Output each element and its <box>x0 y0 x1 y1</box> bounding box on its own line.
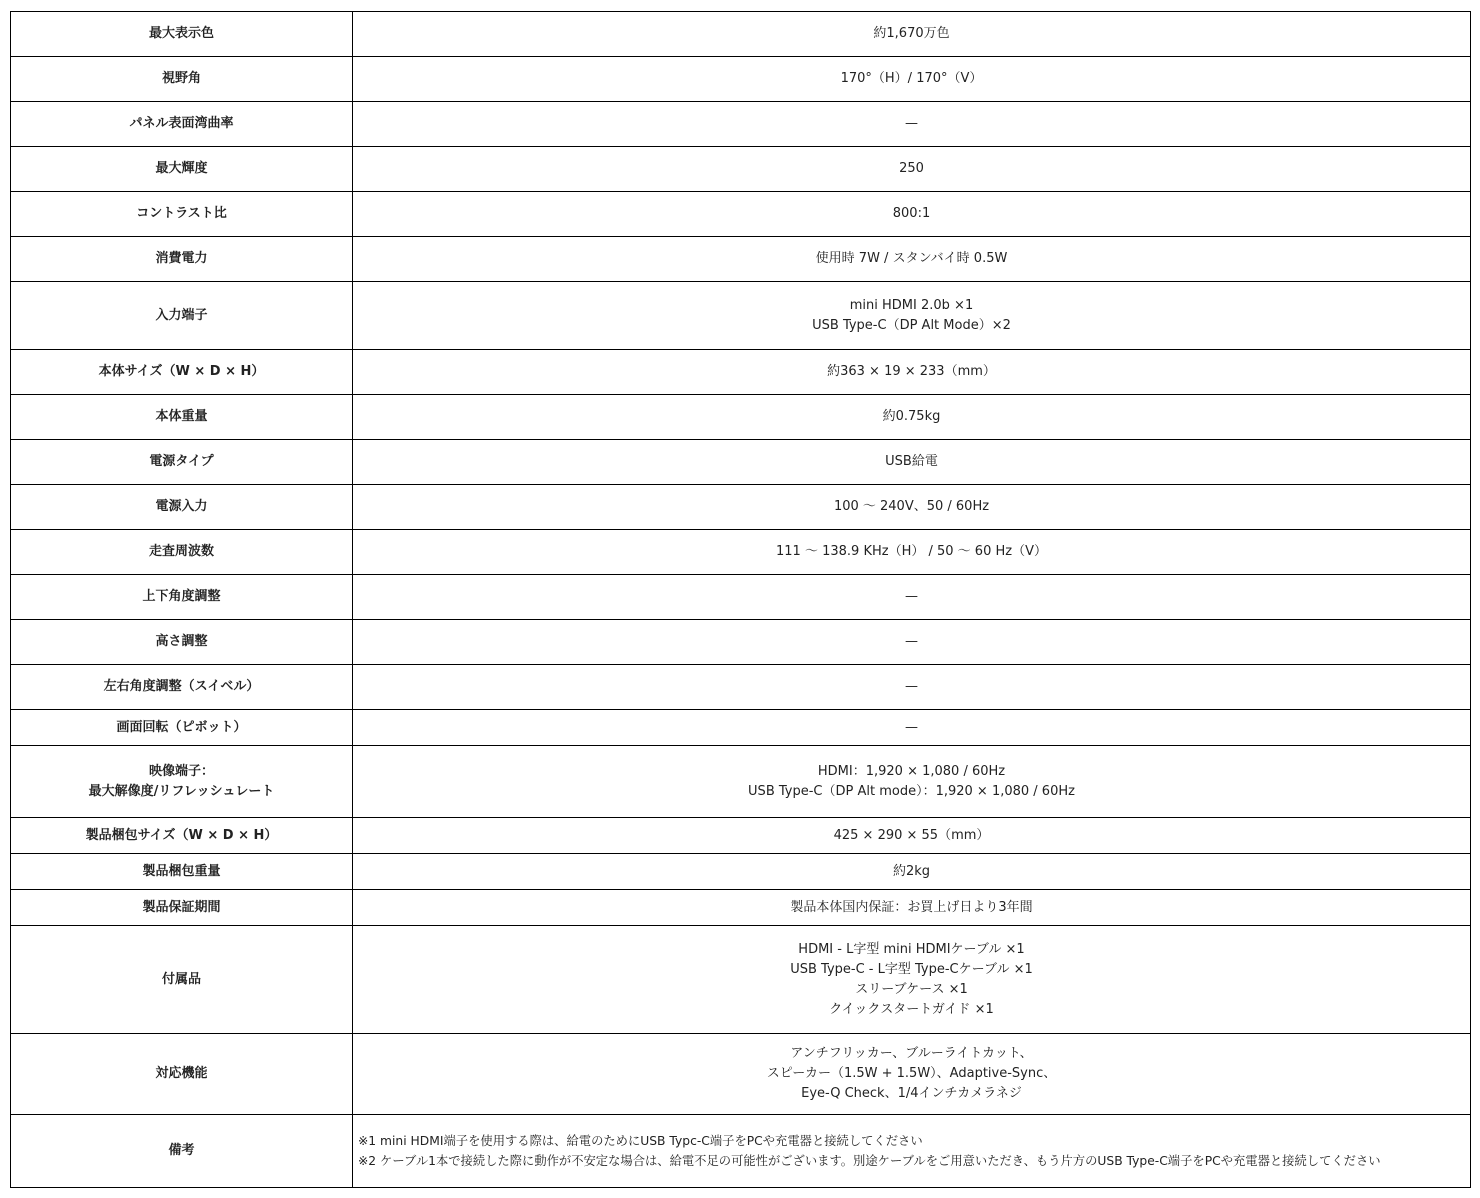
value-line: 使用時 7W / スタンバイ時 0.5W <box>815 251 1008 266</box>
row-label: 製品梱包重量 <box>11 854 353 890</box>
row-label: パネル表面湾曲率 <box>11 102 353 147</box>
row-value <box>353 192 1471 237</box>
table-row <box>11 192 1471 237</box>
row-value <box>353 147 1471 192</box>
value-line: 製品本体国内保証：お買上げ日より3年間 <box>790 899 1033 915</box>
row-value <box>353 440 1471 485</box>
value-line: 100 ～ 240V、50 / 60Hz <box>833 499 990 514</box>
row-value <box>353 818 1471 854</box>
row-value <box>353 620 1471 665</box>
row-value <box>353 237 1471 282</box>
row-label: 入力端子 <box>11 282 353 350</box>
row-value <box>353 854 1471 890</box>
value-line: USB Type-C（DP Alt mode）：1,920 × 1,080 / 60Hz <box>748 783 1075 799</box>
value-line: — <box>905 719 918 735</box>
row-label: 視野角 <box>11 57 353 102</box>
row-value <box>353 102 1471 147</box>
table-row <box>11 926 1471 1034</box>
row-label: 左右角度調整（スイベル） <box>11 665 353 710</box>
table-row <box>11 620 1471 665</box>
row-value <box>353 575 1471 620</box>
table-row <box>11 147 1471 192</box>
row-label: 最大輝度 <box>11 147 353 192</box>
table-row <box>11 890 1471 926</box>
value-line: ※1 mini HDMI端子を使用する際は、給電のためにUSB Typc-C端子をPCや充電器と接続してください <box>358 1134 923 1148</box>
table-row <box>11 710 1471 746</box>
table-row <box>11 1115 1471 1188</box>
row-label: 本体重量 <box>11 395 353 440</box>
row-label: 画面回転（ピボット） <box>11 710 353 746</box>
row-value <box>353 890 1471 926</box>
row-label: 消費電力 <box>11 237 353 282</box>
row-value <box>353 12 1471 57</box>
table-row <box>11 818 1471 854</box>
row-label: 電源入力 <box>11 485 353 530</box>
value-line: アンチフリッカー、ブルーライトカット、 <box>790 1046 1033 1061</box>
value-line: スピーカー（1.5W + 1.5W）、Adaptive-Sync、 <box>766 1066 1057 1081</box>
table-row <box>11 102 1471 147</box>
value-line: 約1,670万色 <box>873 26 950 41</box>
table-row <box>11 575 1471 620</box>
row-value <box>353 485 1471 530</box>
row-value <box>353 1034 1471 1115</box>
value-line: USB給電 <box>885 454 938 469</box>
row-value <box>353 746 1471 818</box>
row-label: 対応機能 <box>11 1034 353 1115</box>
row-label: 本体サイズ（W × D × H） <box>11 350 353 395</box>
row-value <box>353 530 1471 575</box>
row-label: 最大表示色 <box>11 12 353 57</box>
table-row <box>11 440 1471 485</box>
value-line: — <box>905 634 918 649</box>
table-row <box>11 665 1471 710</box>
value-line: 170°（H）/ 170°（V） <box>840 71 983 86</box>
value-line: 約363 × 19 × 233（mm） <box>827 364 996 379</box>
value-line: クイックスタートガイド ×1 <box>829 1001 994 1017</box>
row-label: 高さ調整 <box>11 620 353 665</box>
table-row <box>11 1034 1471 1115</box>
row-label: 上下角度調整 <box>11 575 353 620</box>
value-line: USB Type-C - L字型 Type-Cケーブル ×1 <box>790 961 1033 977</box>
table-row <box>11 237 1471 282</box>
row-label: 映像端子： 最大解像度/リフレッシュレート <box>11 746 353 818</box>
value-line: 250 <box>899 161 924 176</box>
row-label: 備考 <box>11 1115 353 1188</box>
row-value <box>353 710 1471 746</box>
value-line: HDMI：1,920 × 1,080 / 60Hz <box>817 763 1006 779</box>
row-value <box>353 57 1471 102</box>
value-line: 800:1 <box>892 206 931 221</box>
value-line: USB Type-C（DP Alt Mode）×2 <box>812 317 1011 333</box>
row-value <box>353 395 1471 440</box>
row-label: 電源タイプ <box>11 440 353 485</box>
row-label: 製品保証期間 <box>11 890 353 926</box>
value-line: — <box>905 679 918 694</box>
spec-table-body <box>11 12 1471 1188</box>
table-row <box>11 395 1471 440</box>
value-line: — <box>905 116 918 131</box>
value-line: 111 ～ 138.9 KHz（H） / 50 ～ 60 Hz（V） <box>776 544 1047 559</box>
table-row <box>11 282 1471 350</box>
spec-table <box>10 11 1471 1188</box>
table-row <box>11 350 1471 395</box>
row-label: 製品梱包サイズ（W × D × H） <box>11 818 353 854</box>
row-value <box>353 282 1471 350</box>
row-label: 付属品 <box>11 926 353 1034</box>
value-line: スリーブケース ×1 <box>855 981 968 997</box>
value-line: ※2 ケーブル1本で接続した際に動作が不安定な場合は、給電不足の可能性がございます。別途ケーブルをご用意いただき、もう片方のUSB Type-C端子をPCや充電器と接続してください <box>358 1154 1381 1168</box>
value-line: mini HDMI 2.0b ×1 <box>849 297 974 313</box>
value-line: 約2kg <box>892 863 931 879</box>
table-row <box>11 57 1471 102</box>
value-line: HDMI - L字型 mini HDMIケーブル ×1 <box>798 941 1025 957</box>
table-row <box>11 746 1471 818</box>
row-label: 走査周波数 <box>11 530 353 575</box>
row-value <box>353 1115 1471 1188</box>
row-label: コントラスト比 <box>11 192 353 237</box>
value-line: Eye-Q Check、1/4インチカメラネジ <box>801 1086 1022 1101</box>
table-row <box>11 485 1471 530</box>
table-row <box>11 12 1471 57</box>
table-row <box>11 854 1471 890</box>
row-value <box>353 926 1471 1034</box>
value-line: 約0.75kg <box>882 409 941 424</box>
row-value <box>353 350 1471 395</box>
row-value <box>353 665 1471 710</box>
value-line: 425 × 290 × 55（mm） <box>833 827 990 843</box>
value-line: — <box>905 589 918 604</box>
table-row <box>11 530 1471 575</box>
